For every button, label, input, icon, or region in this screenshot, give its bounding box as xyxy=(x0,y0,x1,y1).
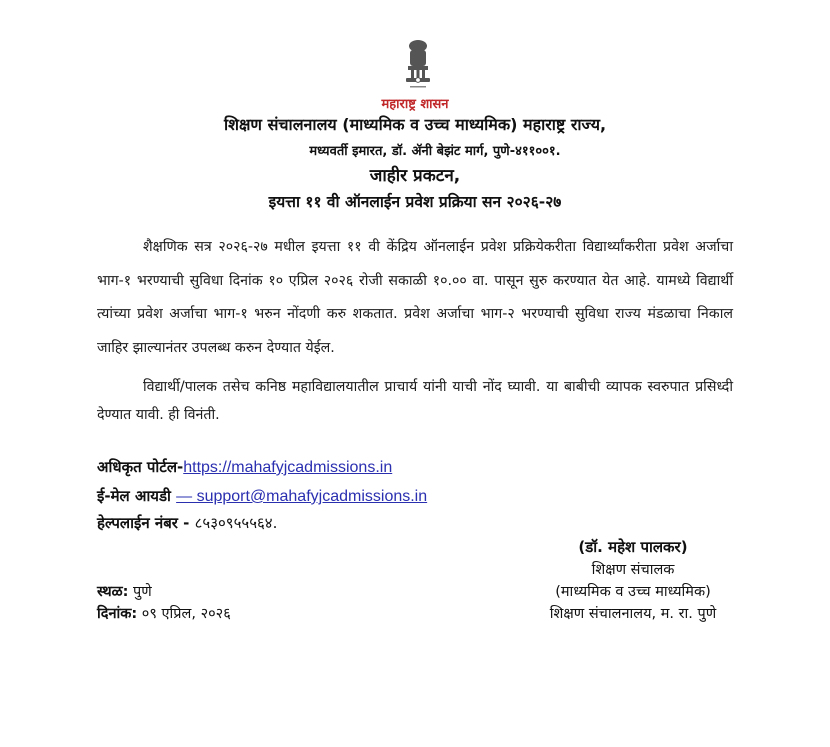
date-label: दिनांक: xyxy=(97,606,138,622)
paragraph-2-text: विद्यार्थी/पालक तसेच कनिष्ठ महाविद्यालयातील प्राचार्य यांनी याची नोंद घ्यावी. या बाबीची व्यापक स्वरुपात प्रसिध्दी देण्यात यावी. ही विनंती. xyxy=(97,379,733,423)
signatory-name: (डॉ. महेश पालकर) xyxy=(578,538,688,556)
helpline-label: हेल्पलाईन नंबर - xyxy=(97,514,195,532)
helpline-line xyxy=(97,513,277,533)
email-link[interactable]: — support@mahafyjcadmissions.in xyxy=(176,488,428,505)
date-line xyxy=(97,603,231,623)
notice-subject: इयत्ता ११ वी ऑनलाईन प्रवेश प्रक्रिया सन २०२६-२७ xyxy=(268,193,562,211)
office-address: मध्यवर्ती इमारत, डॉ. ॲनी बेझंट मार्ग, पुणे-४११००१. xyxy=(309,144,561,159)
paragraph-1-text: शैक्षणिक सत्र २०२६-२७ मधील इयत्ता ११ वी केंद्रिय ऑनलाईन प्रवेश प्रक्रियेकरीता विद्यार्थ्यांकरीता प्रवेश अर्जाचा भाग-१ भरण्याची सुविधा दिनांक १० एप्रिल २०२६ रोजी सकाळी १०.०० वा. पासून सुरु करण्यात येत आहे. यामध्ये विद्यार्थी त्यांच्या प्रवेश अर्जाचा भाग-१ भरुन नोंदणी करु शकतात. प्रवेश अर्जाचा भाग-२ भरण्याची सुविधा राज्य मंडळाचा निकाल जाहिर झाल्यानंतर उपलब्ध करुन देण्यात येईल. xyxy=(97,239,733,356)
portal-label: अधिकृत पोर्टल- xyxy=(97,458,184,476)
place-value: पुणे xyxy=(128,584,152,600)
signatory-department: (माध्यमिक व उच्च माध्यमिक) xyxy=(555,584,711,600)
date-value: ०९ एप्रिल, २०२६ xyxy=(137,606,231,622)
government-heading: महाराष्ट्र शासन xyxy=(381,97,449,112)
portal-link[interactable]: https://mahafyjcadmissions.in xyxy=(183,459,393,476)
portal-line xyxy=(97,457,392,477)
signatory-designation: शिक्षण संचालक xyxy=(591,562,675,578)
notice-title: जाहीर प्रकटन, xyxy=(369,166,461,186)
place-label: स्थळ: xyxy=(97,584,129,600)
notice-paragraph-1 xyxy=(97,231,733,365)
national-emblem-icon xyxy=(398,38,438,90)
place-line xyxy=(97,581,152,601)
helpline-number: ८५३०९५५५६४. xyxy=(194,514,278,532)
email-line xyxy=(97,486,427,506)
office-heading: शिक्षण संचालनालय (माध्यमिक व उच्च माध्यमिक) महाराष्ट्र राज्य, xyxy=(223,115,607,134)
signatory-office: शिक्षण संचालनालय, म. रा. पुणे xyxy=(549,606,717,622)
email-label: ई-मेल आयडी xyxy=(97,487,177,505)
notice-paragraph-2 xyxy=(97,373,733,429)
